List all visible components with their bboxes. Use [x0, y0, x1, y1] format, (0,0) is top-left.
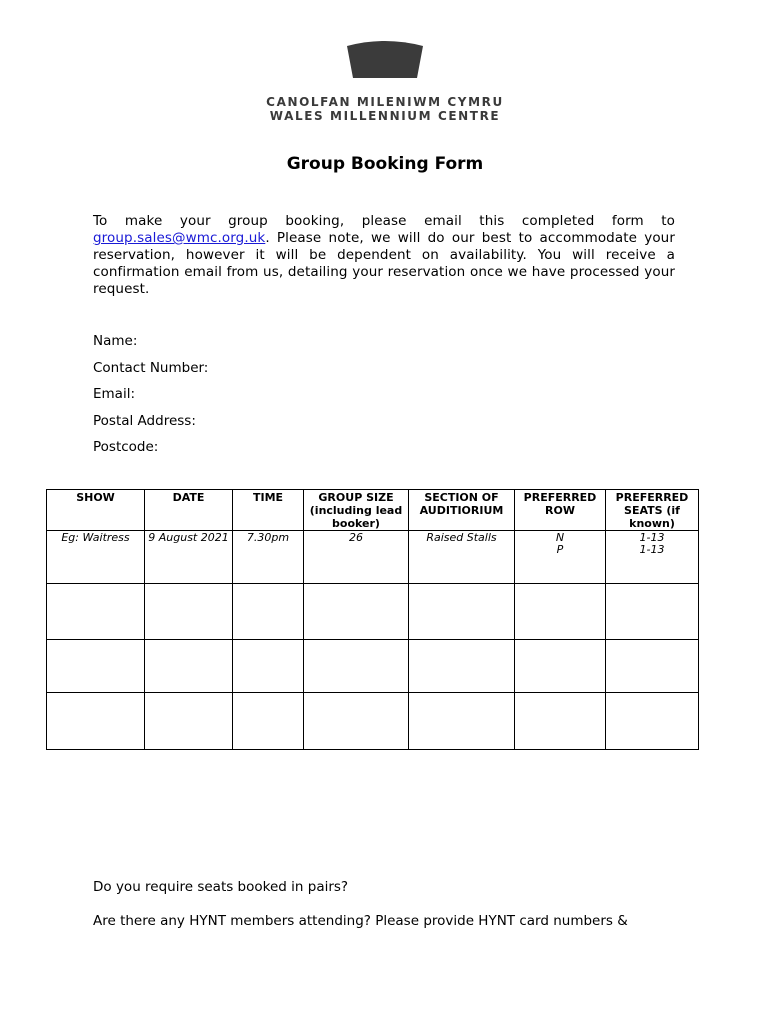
table-cell[interactable]: [515, 693, 606, 750]
intro-text-start: To make your group booking, please email this completed form to: [93, 213, 675, 229]
example-date: 9 August 2021: [145, 531, 233, 584]
example-row-pref: N P: [515, 531, 606, 584]
header-preferred-row: PREFERRED ROW: [515, 490, 606, 531]
email-field-label[interactable]: Email:: [93, 386, 136, 402]
table-cell[interactable]: [304, 584, 409, 640]
contact-fields: [93, 332, 208, 465]
org-name-english: WALES MILLENNIUM CENTRE: [269, 109, 501, 123]
seats-in-pairs-question: Do you require seats booked in pairs?: [93, 879, 349, 895]
table-cell[interactable]: [145, 640, 233, 693]
table-cell[interactable]: [145, 693, 233, 750]
wmc-logo-icon: [340, 40, 430, 80]
table-cell[interactable]: [515, 640, 606, 693]
example-row: [47, 531, 699, 584]
table-cell[interactable]: [606, 640, 699, 693]
example-group-size: 26: [304, 531, 409, 584]
table-row: [47, 640, 699, 693]
table-cell[interactable]: [304, 640, 409, 693]
header-group-size: GROUP SIZE (including lead booker): [304, 490, 409, 531]
header-time: TIME: [233, 490, 304, 531]
table-cell[interactable]: [233, 584, 304, 640]
example-time: 7.30pm: [233, 531, 304, 584]
table-cell[interactable]: [606, 584, 699, 640]
email-link[interactable]: group.sales@wmc.org.uk: [93, 230, 266, 246]
table-cell[interactable]: [606, 693, 699, 750]
table-cell[interactable]: [47, 693, 145, 750]
intro-text-end: . Please note, we will do our best to accommodate your reservation, however it will be dependent on availability. You will receive a confirmation email from us, detailing your reservation once we have processed your request.: [93, 230, 675, 297]
name-field-label[interactable]: Name:: [93, 333, 138, 349]
logo: [0, 40, 770, 123]
org-name-welsh: CANOLFAN MILENIWM CYMRU: [266, 95, 504, 109]
example-seats: 1-13 1-13: [606, 531, 699, 584]
page-title: Group Booking Form: [286, 154, 484, 174]
postcode-field-label[interactable]: Postcode:: [93, 439, 159, 455]
example-show: Eg: Waitress: [47, 531, 145, 584]
header-date: DATE: [145, 490, 233, 531]
hynt-members-question: Are there any HYNT members attending? Please provide HYNT card numbers &: [93, 913, 628, 929]
postal-address-field-label[interactable]: Postal Address:: [93, 412, 196, 429]
header-section: SECTION OF AUDITIORIUM: [409, 490, 515, 531]
table-cell[interactable]: [233, 693, 304, 750]
table-cell[interactable]: [47, 584, 145, 640]
header-preferred-seats: PREFERRED SEATS (if known): [606, 490, 699, 531]
table-cell[interactable]: [145, 584, 233, 640]
table-cell[interactable]: [409, 584, 515, 640]
header-show: SHOW: [47, 490, 145, 531]
table-row: [47, 584, 699, 640]
table-header-row: [47, 490, 699, 531]
table-cell[interactable]: [515, 584, 606, 640]
contact-number-field-label[interactable]: Contact Number:: [93, 359, 209, 376]
table-cell[interactable]: [409, 693, 515, 750]
intro-paragraph: [93, 213, 675, 298]
table-cell[interactable]: [233, 640, 304, 693]
table-row: [47, 693, 699, 750]
booking-table: [46, 489, 699, 750]
table-cell[interactable]: [47, 640, 145, 693]
example-section: Raised Stalls: [409, 531, 515, 584]
table-cell[interactable]: [409, 640, 515, 693]
table-cell[interactable]: [304, 693, 409, 750]
